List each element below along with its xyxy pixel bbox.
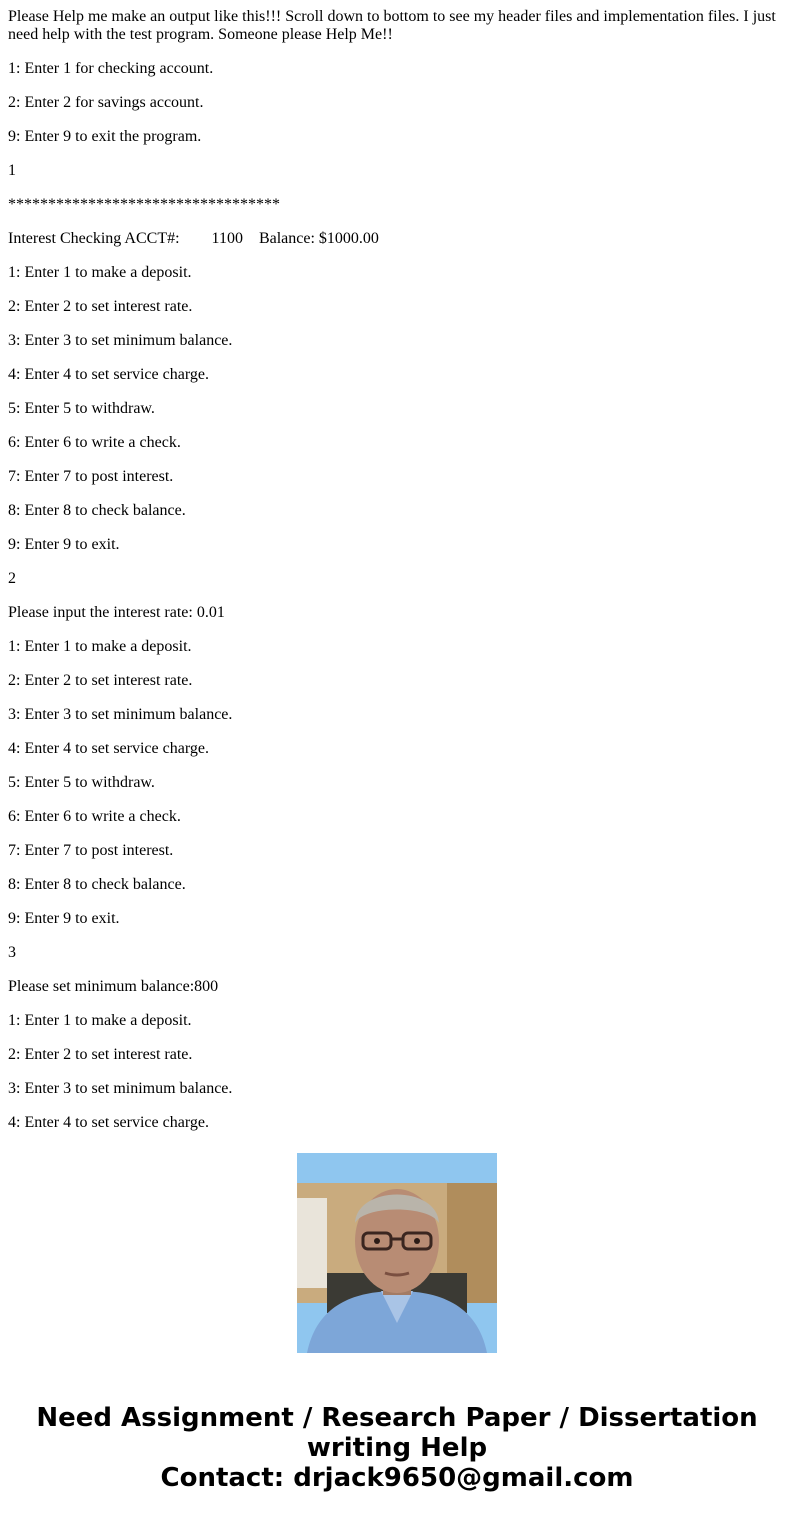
output-line: 1: Enter 1 for checking account. xyxy=(8,60,214,77)
output-line: 4: Enter 4 to set service charge. xyxy=(8,366,209,383)
output-line: 6: Enter 6 to write a check. xyxy=(8,434,181,451)
output-line: 2: Enter 2 for savings account. xyxy=(8,94,204,111)
output-line: Interest Checking ACCT#: 1100 Balance: $1000.00 xyxy=(8,230,379,247)
ad-line-1: Need Assignment / Research Paper / Dissertation xyxy=(36,1403,758,1433)
output-line: 1: Enter 1 to make a deposit. xyxy=(8,264,192,281)
output-line: 2: Enter 2 to set interest rate. xyxy=(8,298,193,315)
output-line: 7: Enter 7 to post interest. xyxy=(8,468,174,485)
output-line: 8: Enter 8 to check balance. xyxy=(8,876,186,893)
avatar-photo-icon xyxy=(297,1153,497,1353)
output-line: 1: Enter 1 to make a deposit. xyxy=(8,1012,192,1029)
output-line: 9: Enter 9 to exit the program. xyxy=(8,128,202,145)
ad-line-2: writing Help xyxy=(306,1433,488,1463)
author-avatar xyxy=(297,1153,497,1353)
output-line: 8: Enter 8 to check balance. xyxy=(8,502,186,519)
output-line: 2: Enter 2 to set interest rate. xyxy=(8,672,193,689)
output-line: 1: Enter 1 to make a deposit. xyxy=(8,638,192,655)
advertisement-banner xyxy=(0,1403,794,1493)
output-line: 3: Enter 3 to set minimum balance. xyxy=(8,1080,233,1097)
question-intro: Please Help me make an output like this!!! Scroll down to bottom to see my header files and implementation files. I just need help with the test program. Someone please Help Me!! xyxy=(8,8,776,43)
output-line: 4: Enter 4 to set service charge. xyxy=(8,1114,209,1131)
output-line: 6: Enter 6 to write a check. xyxy=(8,808,181,825)
output-line: 3: Enter 3 to set minimum balance. xyxy=(8,332,233,349)
output-line: 3 xyxy=(8,944,16,961)
question-body xyxy=(8,8,786,1131)
program-output xyxy=(8,60,786,1132)
output-line: 9: Enter 9 to exit. xyxy=(8,910,120,927)
output-line: 3: Enter 3 to set minimum balance. xyxy=(8,706,233,723)
output-line: 4: Enter 4 to set service charge. xyxy=(8,740,209,757)
output-line: Please input the interest rate: 0.01 xyxy=(8,604,225,621)
output-line: Please set minimum balance:800 xyxy=(8,978,219,995)
output-line: 2 xyxy=(8,570,16,587)
output-line: 5: Enter 5 to withdraw. xyxy=(8,774,155,791)
output-line: 2: Enter 2 to set interest rate. xyxy=(8,1046,193,1063)
ad-contact: Contact: drjack9650@gmail.com xyxy=(160,1463,634,1493)
output-line: 5: Enter 5 to withdraw. xyxy=(8,400,155,417)
output-line: 9: Enter 9 to exit. xyxy=(8,536,120,553)
output-line: 7: Enter 7 to post interest. xyxy=(8,842,174,859)
output-line: ********************************** xyxy=(8,196,280,213)
output-line: 1 xyxy=(8,162,16,179)
